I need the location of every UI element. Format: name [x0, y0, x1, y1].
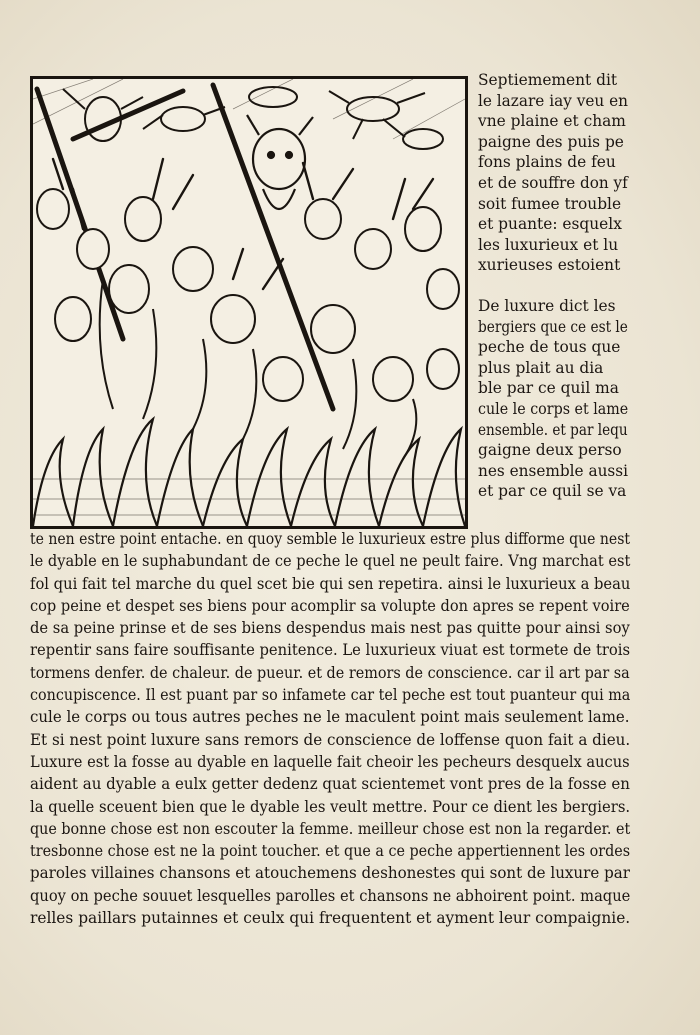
- side-column-text: [478, 70, 628, 502]
- text-line: de sa peine prinse et de ses biens despendus mais nest pas quitte pour ainsi soy: [30, 619, 630, 638]
- text-line: et de souffre don yf: [478, 173, 628, 192]
- text-line: Septiemement dit: [478, 71, 618, 89]
- text-line: les luxurieux et lu: [478, 235, 619, 254]
- text-line: et par ce quil se va: [478, 482, 627, 501]
- woodcut-hell-scene-icon: [33, 79, 465, 526]
- text-line: paigne des puis pe: [478, 132, 624, 151]
- text-line: la quelle sceuent bien que le dyable les veult mettre. Pour ce dient les bergiers.: [30, 797, 631, 816]
- text-line: aident au dyable a eulx getter dedenz quat scientemet vont pres de la fosse en: [30, 775, 630, 794]
- text-line: cule le corps ou tous autres peches ne le maculent point mais seulement lame.: [30, 708, 630, 727]
- text-line: fons plains de feu: [478, 153, 616, 172]
- text-line: concupiscence. Il est puant par so infamete car tel peche est tout puanteur qui ma: [30, 686, 631, 705]
- text-line: Et si nest point luxure sans remors de conscience de loffense quon fait a dieu.: [30, 730, 631, 749]
- text-line: cop peine et despet ses biens pour acomplir sa volupte don apres se repent voire: [30, 596, 630, 615]
- text-line: nes ensemble aussi: [478, 461, 629, 480]
- text-line: ensemble. et par lequ: [478, 420, 628, 439]
- text-line: relles paillars putainnes et ceulx qui frequentent et ayment leur compaignie.: [30, 909, 631, 928]
- text-line: xurieuses estoient: [478, 256, 621, 275]
- text-line: fol qui fait tel marche du quel scet bie qui sen repetira. ainsi le luxurieux a beau: [30, 574, 631, 593]
- woodcut-illustration: [30, 76, 468, 529]
- text-line: te nen estre point entache. en quoy semble le luxurieux estre plus difforme que nest: [30, 530, 631, 548]
- text-line: De luxure dict les: [478, 296, 616, 315]
- text-line: et puante: esquelx: [478, 215, 622, 234]
- text-line: cule le corps et lame: [478, 399, 629, 418]
- text-line: repentir sans faire souffisante penitence. Le luxurieux viuat est tormete de trois: [30, 641, 631, 660]
- text-line: que bonne chose est non escouter la femme. meilleur chose est non la regarder. et: [30, 819, 631, 838]
- text-line: bergiers que ce est le: [478, 317, 628, 336]
- text-line: Luxure est la fosse au dyable en laquelle fait cheoir les pecheurs desquelx aucus: [30, 752, 630, 771]
- text-line: le lazare iay veu en: [478, 91, 628, 110]
- text-line: gaigne deux perso: [478, 441, 622, 460]
- text-line: peche de tous que: [478, 338, 621, 357]
- text-line: plus plait au dia: [478, 358, 604, 377]
- text-line: vne plaine et cham: [478, 112, 626, 131]
- text-line: quoy on peche souuet lesquelles parolles et chansons ne abhoirent point. maque: [30, 886, 631, 905]
- text-line: paroles villaines chansons et atouchemens deshonestes qui sont de luxure par: [30, 864, 630, 883]
- paragraph-gap: [478, 276, 628, 296]
- text-line: ble par ce quil ma: [478, 379, 619, 398]
- text-line: tormens denfer. de chaleur. de pueur. et de remors de conscience. car il art par sa: [30, 663, 630, 682]
- text-line: soit fumee trouble: [478, 194, 622, 213]
- main-text-block: [30, 528, 630, 929]
- text-line: le dyable en le suphabundant de ce peche le quel ne peult faire. Vng marchat est: [30, 552, 631, 571]
- text-line: tresbonne chose est ne la point toucher. et que a ce peche appertiennent les ordes: [30, 842, 631, 861]
